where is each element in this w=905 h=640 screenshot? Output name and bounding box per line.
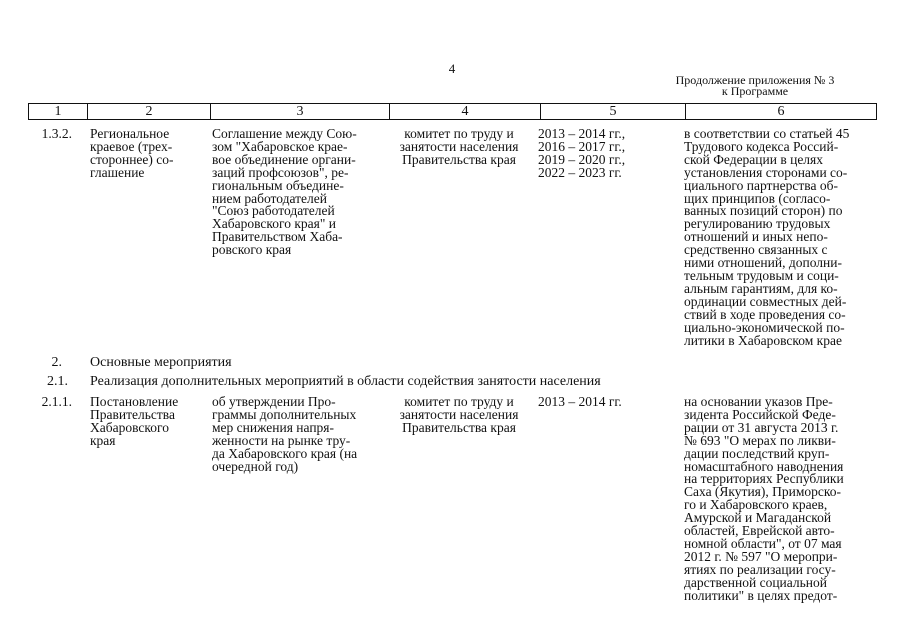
header-cell-1: 1 — [29, 104, 88, 120]
row-1-3-2-terms: 2013 – 2014 гг., 2016 – 2017 гг., 2019 – 2020 гг., 2022 – 2023 гг. — [538, 126, 626, 180]
page-number: 4 — [448, 61, 456, 76]
header-cell-6: 6 — [686, 104, 877, 120]
continuation-line-2: к Программе — [721, 84, 789, 98]
section-2-title: Основные мероприятия — [90, 355, 232, 370]
row-2-1-1-executor: комитет по труду и занятости населения Правительства края — [399, 394, 519, 435]
row-1-3-2-executor: комитет по труду и занятости населения Правительства края — [399, 126, 519, 167]
row-2-1-1-number: 2.1.1. — [41, 394, 72, 409]
row-2-1-1-name: Постановление Правительства Хабаровского края — [90, 394, 179, 448]
row-2-1-1-basis: на основании указов Пре- зидента Российской Феде- рации от 31 августа 2013 г. № 693 "О мерах по ликви- дации последствий круп- номасштабного наводнения на территориях Республики Саха (Якутия), Приморско- го и Хабаровского краев, Амурской и Магаданской областей, Еврейской авто- номной области", от 07 мая 2012 г. № 597 "О меропри- ятиях по реализации госу- дарственной социальной политики" в целях предот- — [684, 394, 844, 603]
continuation-note — [660, 75, 850, 97]
section-2-number: 2. — [51, 355, 62, 370]
row-1-3-2-number: 1.3.2. — [41, 126, 72, 141]
header-cell-2: 2 — [88, 104, 211, 120]
header-cell-3: 3 — [211, 104, 390, 120]
row-2-1-1-terms: 2013 – 2014 гг. — [538, 394, 622, 409]
continuation-line-1: Продолжение приложения № 3 — [675, 73, 835, 87]
header-cell-4: 4 — [390, 104, 541, 120]
column-number-header — [28, 103, 877, 120]
header-cell-5: 5 — [541, 104, 686, 120]
row-1-3-2-description: Соглашение между Сою- зом "Хабаровское крае- вое объединение органи- заций профсоюзов", ре- гиональным объедине- нием работодателей "Союз работодателей Хабаровского края" и Правительством Хаба- ровского края — [212, 126, 357, 258]
row-2-1-1-description: об утверждении Про- граммы дополнительных мер снижения напря- женности на рынке тру- да Хабаровского края (на очередной год) — [212, 394, 358, 474]
section-2-1-title: Реализация дополнительных мероприятий в области содействия занятости населения — [90, 374, 601, 389]
row-1-3-2-basis: в соответствии со статьей 45 Трудового кодекса Россий- ской Федерации в целях установления сторонами со- циального партнерства об- щих принципов (согласо- ванных позиций сторон) по регулированию трудовых отношений и иных непо- средственно связанных с ними отношений, дополни- тельным трудовым и соци- альным гарантиям, для ко- ординации совместных дей- ствий в ходе проведения со- циально-экономической по- литики в Хабаровском крае — [684, 126, 850, 348]
row-1-3-2-name: Региональное краевое (трех- стороннее) со- глашение — [90, 126, 174, 180]
section-2-1-number: 2.1. — [47, 374, 68, 389]
